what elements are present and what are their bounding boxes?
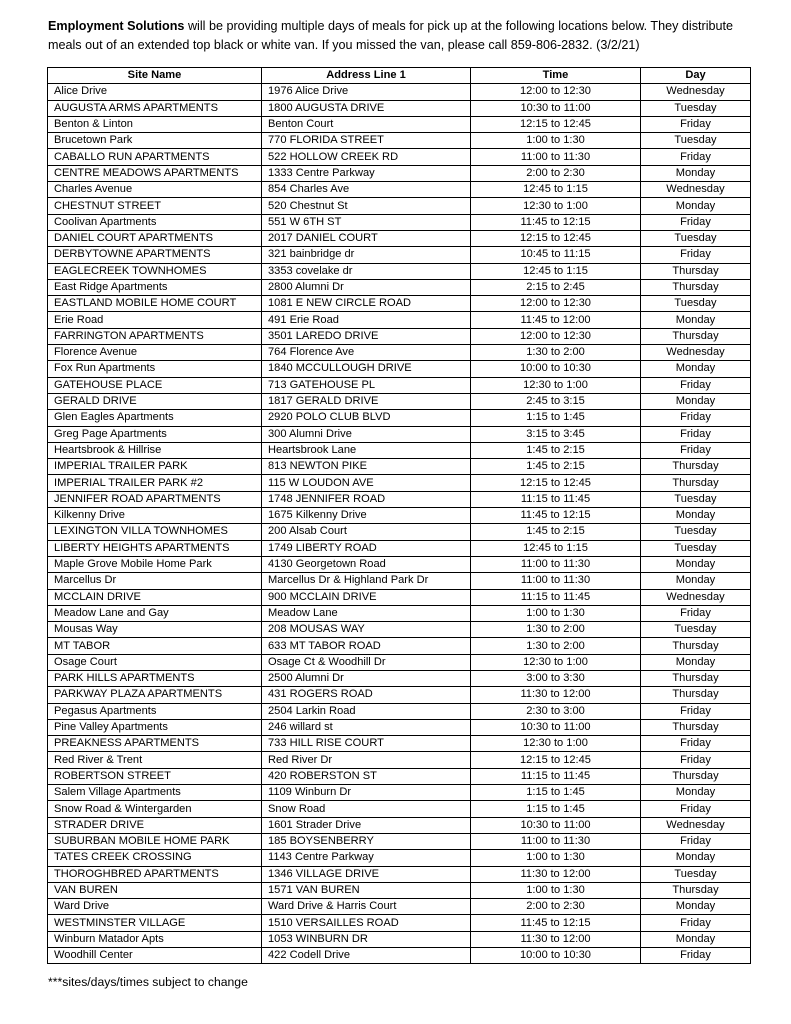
table-row [48, 410, 751, 426]
day-cell: Thursday [641, 279, 751, 295]
day-cell: Friday [641, 752, 751, 768]
day-cell: Friday [641, 703, 751, 719]
site-name-cell: DANIEL COURT APARTMENTS [48, 230, 262, 246]
time-cell: 10:30 to 11:00 [471, 817, 641, 833]
site-name-cell: Heartsbrook & Hillrise [48, 442, 262, 458]
site-name-cell: Marcellus Dr [48, 573, 262, 589]
address-cell: 1748 JENNIFER ROAD [262, 491, 471, 507]
time-cell: 12:45 to 1:15 [471, 540, 641, 556]
table-row [48, 198, 751, 214]
site-name-cell: Coolivan Apartments [48, 214, 262, 230]
table-row [48, 149, 751, 165]
time-cell: 3:15 to 3:45 [471, 426, 641, 442]
address-cell: 200 Alsab Court [262, 524, 471, 540]
site-name-cell: CHESTNUT STREET [48, 198, 262, 214]
site-name-cell: IMPERIAL TRAILER PARK #2 [48, 475, 262, 491]
time-cell: 11:45 to 12:15 [471, 214, 641, 230]
time-cell: 12:30 to 1:00 [471, 198, 641, 214]
time-cell: 1:45 to 2:15 [471, 459, 641, 475]
table-row [48, 508, 751, 524]
day-cell: Friday [641, 915, 751, 931]
site-name-cell: Meadow Lane and Gay [48, 605, 262, 621]
time-cell: 11:00 to 11:30 [471, 573, 641, 589]
table-row [48, 393, 751, 409]
day-cell: Friday [641, 736, 751, 752]
address-cell: 185 BOYSENBERRY [262, 833, 471, 849]
table-row [48, 785, 751, 801]
address-cell: 551 W 6TH ST [262, 214, 471, 230]
table-row [48, 768, 751, 784]
address-cell: 1675 Kilkenny Drive [262, 508, 471, 524]
day-cell: Thursday [641, 475, 751, 491]
time-cell: 1:15 to 1:45 [471, 801, 641, 817]
time-cell: 10:45 to 11:15 [471, 247, 641, 263]
address-cell: Red River Dr [262, 752, 471, 768]
time-cell: 11:00 to 11:30 [471, 149, 641, 165]
address-cell: 1510 VERSAILLES ROAD [262, 915, 471, 931]
site-name-cell: CABALLO RUN APARTMENTS [48, 149, 262, 165]
address-cell: 1081 E NEW CIRCLE ROAD [262, 296, 471, 312]
address-cell: 1976 Alice Drive [262, 84, 471, 100]
time-cell: 12:30 to 1:00 [471, 736, 641, 752]
time-cell: 1:30 to 2:00 [471, 622, 641, 638]
site-name-cell: MCCLAIN DRIVE [48, 589, 262, 605]
address-cell: 1109 Winburn Dr [262, 785, 471, 801]
address-cell: 1800 AUGUSTA DRIVE [262, 100, 471, 116]
site-name-cell: Mousas Way [48, 622, 262, 638]
site-name-cell: AUGUSTA ARMS APARTMENTS [48, 100, 262, 116]
site-name-cell: LIBERTY HEIGHTS APARTMENTS [48, 540, 262, 556]
address-cell: 2920 POLO CLUB BLVD [262, 410, 471, 426]
day-cell: Monday [641, 654, 751, 670]
address-cell: Snow Road [262, 801, 471, 817]
address-cell: 1571 VAN BUREN [262, 882, 471, 898]
time-cell: 11:15 to 11:45 [471, 491, 641, 507]
table-row [48, 100, 751, 116]
site-name-cell: GERALD DRIVE [48, 393, 262, 409]
day-cell: Friday [641, 214, 751, 230]
address-cell: 1333 Centre Parkway [262, 165, 471, 181]
address-cell: 522 HOLLOW CREEK RD [262, 149, 471, 165]
site-name-cell: East Ridge Apartments [48, 279, 262, 295]
day-cell: Monday [641, 931, 751, 947]
time-cell: 11:00 to 11:30 [471, 556, 641, 572]
address-cell: 764 Florence Ave [262, 345, 471, 361]
day-cell: Wednesday [641, 817, 751, 833]
day-cell: Wednesday [641, 182, 751, 198]
table-row [48, 279, 751, 295]
day-cell: Thursday [641, 719, 751, 735]
day-cell: Monday [641, 785, 751, 801]
day-cell: Monday [641, 393, 751, 409]
day-cell: Monday [641, 556, 751, 572]
header-site-name: Site Name [48, 68, 262, 84]
site-name-cell: FARRINGTON APARTMENTS [48, 328, 262, 344]
time-cell: 12:45 to 1:15 [471, 263, 641, 279]
site-name-cell: Ward Drive [48, 899, 262, 915]
site-name-cell: PREAKNESS APARTMENTS [48, 736, 262, 752]
table-row [48, 524, 751, 540]
table-row [48, 345, 751, 361]
site-name-cell: IMPERIAL TRAILER PARK [48, 459, 262, 475]
site-name-cell: SUBURBAN MOBILE HOME PARK [48, 833, 262, 849]
site-name-cell: TATES CREEK CROSSING [48, 850, 262, 866]
address-cell: 520 Chestnut St [262, 198, 471, 214]
time-cell: 12:45 to 1:15 [471, 182, 641, 198]
address-cell: Osage Ct & Woodhill Dr [262, 654, 471, 670]
table-row [48, 817, 751, 833]
address-cell: Benton Court [262, 116, 471, 132]
site-name-cell: Florence Avenue [48, 345, 262, 361]
address-cell: 4130 Georgetown Road [262, 556, 471, 572]
site-name-cell: LEXINGTON VILLA TOWNHOMES [48, 524, 262, 540]
day-cell: Thursday [641, 687, 751, 703]
table-row [48, 296, 751, 312]
table-body [48, 84, 751, 964]
time-cell: 10:00 to 10:30 [471, 948, 641, 964]
time-cell: 11:30 to 12:00 [471, 931, 641, 947]
time-cell: 2:15 to 2:45 [471, 279, 641, 295]
day-cell: Tuesday [641, 491, 751, 507]
site-name-cell: EASTLAND MOBILE HOME COURT [48, 296, 262, 312]
day-cell: Thursday [641, 768, 751, 784]
address-cell: 1840 MCCULLOUGH DRIVE [262, 361, 471, 377]
time-cell: 1:00 to 1:30 [471, 605, 641, 621]
day-cell: Monday [641, 165, 751, 181]
address-cell: 246 willard st [262, 719, 471, 735]
time-cell: 12:00 to 12:30 [471, 296, 641, 312]
day-cell: Friday [641, 149, 751, 165]
table-row [48, 475, 751, 491]
day-cell: Monday [641, 850, 751, 866]
time-cell: 12:30 to 1:00 [471, 377, 641, 393]
address-cell: Heartsbrook Lane [262, 442, 471, 458]
time-cell: 1:30 to 2:00 [471, 345, 641, 361]
table-row [48, 426, 751, 442]
address-cell: 115 W LOUDON AVE [262, 475, 471, 491]
site-name-cell: WESTMINSTER VILLAGE [48, 915, 262, 931]
organization-name: Employment Solutions [48, 19, 185, 33]
day-cell: Monday [641, 508, 751, 524]
table-row [48, 719, 751, 735]
day-cell: Friday [641, 442, 751, 458]
table-row [48, 801, 751, 817]
table-row [48, 459, 751, 475]
site-name-cell: STRADER DRIVE [48, 817, 262, 833]
day-cell: Friday [641, 247, 751, 263]
time-cell: 2:00 to 2:30 [471, 165, 641, 181]
site-name-cell: DERBYTOWNE APARTMENTS [48, 247, 262, 263]
intro-text: will be providing multiple days of meals for pick up at the following locations below. They distribute meals out of an extended top black or white van. If you missed the van, please call 859-806-2832. (3/2/21) [48, 19, 734, 52]
table-row [48, 312, 751, 328]
address-cell: 1346 VILLAGE DRIVE [262, 866, 471, 882]
time-cell: 11:15 to 11:45 [471, 589, 641, 605]
day-cell: Friday [641, 605, 751, 621]
address-cell: 491 Erie Road [262, 312, 471, 328]
day-cell: Thursday [641, 263, 751, 279]
table-row [48, 556, 751, 572]
day-cell: Thursday [641, 328, 751, 344]
site-name-cell: PARK HILLS APARTMENTS [48, 670, 262, 686]
site-name-cell: Salem Village Apartments [48, 785, 262, 801]
site-name-cell: Red River & Trent [48, 752, 262, 768]
address-cell: 3501 LAREDO DRIVE [262, 328, 471, 344]
address-cell: 2504 Larkin Road [262, 703, 471, 719]
time-cell: 12:30 to 1:00 [471, 654, 641, 670]
address-cell: 813 NEWTON PIKE [262, 459, 471, 475]
header-day: Day [641, 68, 751, 84]
table-row [48, 915, 751, 931]
day-cell: Monday [641, 573, 751, 589]
table-row [48, 622, 751, 638]
table-row [48, 442, 751, 458]
address-cell: 208 MOUSAS WAY [262, 622, 471, 638]
address-cell: 420 ROBERSTON ST [262, 768, 471, 784]
site-name-cell: Osage Court [48, 654, 262, 670]
day-cell: Tuesday [641, 540, 751, 556]
day-cell: Friday [641, 410, 751, 426]
site-name-cell: ROBERTSON STREET [48, 768, 262, 784]
time-cell: 2:45 to 3:15 [471, 393, 641, 409]
day-cell: Thursday [641, 638, 751, 654]
time-cell: 11:45 to 12:15 [471, 508, 641, 524]
day-cell: Friday [641, 426, 751, 442]
time-cell: 1:00 to 1:30 [471, 882, 641, 898]
site-name-cell: Fox Run Apartments [48, 361, 262, 377]
address-cell: 1817 GERALD DRIVE [262, 393, 471, 409]
site-name-cell: Greg Page Apartments [48, 426, 262, 442]
day-cell: Monday [641, 899, 751, 915]
table-row [48, 247, 751, 263]
table-row [48, 687, 751, 703]
time-cell: 1:45 to 2:15 [471, 442, 641, 458]
table-row [48, 84, 751, 100]
time-cell: 12:15 to 12:45 [471, 230, 641, 246]
table-row [48, 182, 751, 198]
day-cell: Tuesday [641, 622, 751, 638]
address-cell: Meadow Lane [262, 605, 471, 621]
footnote: ***sites/days/times subject to change [48, 975, 248, 989]
table-header-row [48, 68, 751, 84]
table-row [48, 540, 751, 556]
day-cell: Wednesday [641, 589, 751, 605]
day-cell: Wednesday [641, 345, 751, 361]
day-cell: Thursday [641, 670, 751, 686]
day-cell: Thursday [641, 459, 751, 475]
site-name-cell: Pegasus Apartments [48, 703, 262, 719]
day-cell: Friday [641, 377, 751, 393]
time-cell: 10:30 to 11:00 [471, 100, 641, 116]
day-cell: Tuesday [641, 296, 751, 312]
table-row [48, 263, 751, 279]
address-cell: Marcellus Dr & Highland Park Dr [262, 573, 471, 589]
address-cell: 2017 DANIEL COURT [262, 230, 471, 246]
day-cell: Monday [641, 198, 751, 214]
table-row [48, 850, 751, 866]
site-name-cell: CENTRE MEADOWS APARTMENTS [48, 165, 262, 181]
time-cell: 12:00 to 12:30 [471, 328, 641, 344]
day-cell: Monday [641, 361, 751, 377]
time-cell: 11:45 to 12:00 [471, 312, 641, 328]
table-row [48, 116, 751, 132]
table-row [48, 361, 751, 377]
site-name-cell: Benton & Linton [48, 116, 262, 132]
address-cell: 300 Alumni Drive [262, 426, 471, 442]
site-name-cell: Snow Road & Wintergarden [48, 801, 262, 817]
table-row [48, 230, 751, 246]
table-row [48, 605, 751, 621]
day-cell: Tuesday [641, 866, 751, 882]
day-cell: Friday [641, 116, 751, 132]
table-row [48, 899, 751, 915]
site-name-cell: Brucetown Park [48, 133, 262, 149]
table-row [48, 328, 751, 344]
address-cell: 854 Charles Ave [262, 182, 471, 198]
table-row [48, 670, 751, 686]
table-row [48, 752, 751, 768]
day-cell: Wednesday [641, 84, 751, 100]
address-cell: 321 bainbridge dr [262, 247, 471, 263]
time-cell: 10:00 to 10:30 [471, 361, 641, 377]
time-cell: 1:15 to 1:45 [471, 410, 641, 426]
address-cell: 2500 Alumni Dr [262, 670, 471, 686]
table-row [48, 638, 751, 654]
table-row [48, 165, 751, 181]
time-cell: 2:30 to 3:00 [471, 703, 641, 719]
table-row [48, 133, 751, 149]
site-name-cell: EAGLECREEK TOWNHOMES [48, 263, 262, 279]
address-cell: 713 GATEHOUSE PL [262, 377, 471, 393]
day-cell: Friday [641, 948, 751, 964]
address-cell: 770 FLORIDA STREET [262, 133, 471, 149]
site-name-cell: Woodhill Center [48, 948, 262, 964]
site-name-cell: MT TABOR [48, 638, 262, 654]
site-name-cell: VAN BUREN [48, 882, 262, 898]
day-cell: Tuesday [641, 100, 751, 116]
address-cell: 633 MT TABOR ROAD [262, 638, 471, 654]
address-cell: 3353 covelake dr [262, 263, 471, 279]
time-cell: 1:30 to 2:00 [471, 638, 641, 654]
table-row [48, 882, 751, 898]
time-cell: 11:30 to 12:00 [471, 866, 641, 882]
site-name-cell: THOROGHBRED APARTMENTS [48, 866, 262, 882]
address-cell: 1749 LIBERTY ROAD [262, 540, 471, 556]
time-cell: 12:00 to 12:30 [471, 84, 641, 100]
table-row [48, 491, 751, 507]
table-row [48, 573, 751, 589]
day-cell: Monday [641, 312, 751, 328]
address-cell: 1053 WINBURN DR [262, 931, 471, 947]
time-cell: 1:00 to 1:30 [471, 133, 641, 149]
time-cell: 12:15 to 12:45 [471, 475, 641, 491]
time-cell: 12:15 to 12:45 [471, 752, 641, 768]
site-name-cell: Alice Drive [48, 84, 262, 100]
time-cell: 12:15 to 12:45 [471, 116, 641, 132]
site-name-cell: Glen Eagles Apartments [48, 410, 262, 426]
address-cell: 2800 Alumni Dr [262, 279, 471, 295]
day-cell: Tuesday [641, 524, 751, 540]
site-name-cell: Erie Road [48, 312, 262, 328]
table-row [48, 931, 751, 947]
address-cell: 431 ROGERS ROAD [262, 687, 471, 703]
site-name-cell: Charles Avenue [48, 182, 262, 198]
header-time: Time [471, 68, 641, 84]
table-row [48, 833, 751, 849]
time-cell: 1:00 to 1:30 [471, 850, 641, 866]
day-cell: Tuesday [641, 133, 751, 149]
site-name-cell: Pine Valley Apartments [48, 719, 262, 735]
header-address: Address Line 1 [262, 68, 471, 84]
address-cell: 733 HILL RISE COURT [262, 736, 471, 752]
address-cell: Ward Drive & Harris Court [262, 899, 471, 915]
table-row [48, 654, 751, 670]
address-cell: 422 Codell Drive [262, 948, 471, 964]
time-cell: 1:15 to 1:45 [471, 785, 641, 801]
site-name-cell: Winburn Matador Apts [48, 931, 262, 947]
address-cell: 900 MCCLAIN DRIVE [262, 589, 471, 605]
time-cell: 2:00 to 2:30 [471, 899, 641, 915]
day-cell: Thursday [641, 882, 751, 898]
site-name-cell: JENNIFER ROAD APARTMENTS [48, 491, 262, 507]
table-row [48, 736, 751, 752]
site-name-cell: GATEHOUSE PLACE [48, 377, 262, 393]
address-cell: 1143 Centre Parkway [262, 850, 471, 866]
intro-paragraph [48, 17, 748, 55]
day-cell: Friday [641, 801, 751, 817]
time-cell: 10:30 to 11:00 [471, 719, 641, 735]
address-cell: 1601 Strader Drive [262, 817, 471, 833]
time-cell: 11:30 to 12:00 [471, 687, 641, 703]
time-cell: 11:45 to 12:15 [471, 915, 641, 931]
day-cell: Tuesday [641, 230, 751, 246]
table-row [48, 377, 751, 393]
table-row [48, 214, 751, 230]
day-cell: Friday [641, 833, 751, 849]
table-row [48, 948, 751, 964]
table-row [48, 589, 751, 605]
time-cell: 3:00 to 3:30 [471, 670, 641, 686]
site-name-cell: PARKWAY PLAZA APARTMENTS [48, 687, 262, 703]
meal-sites-table [47, 67, 751, 964]
time-cell: 11:15 to 11:45 [471, 768, 641, 784]
time-cell: 11:00 to 11:30 [471, 833, 641, 849]
table-row [48, 866, 751, 882]
time-cell: 1:45 to 2:15 [471, 524, 641, 540]
site-name-cell: Kilkenny Drive [48, 508, 262, 524]
table-row [48, 703, 751, 719]
site-name-cell: Maple Grove Mobile Home Park [48, 556, 262, 572]
